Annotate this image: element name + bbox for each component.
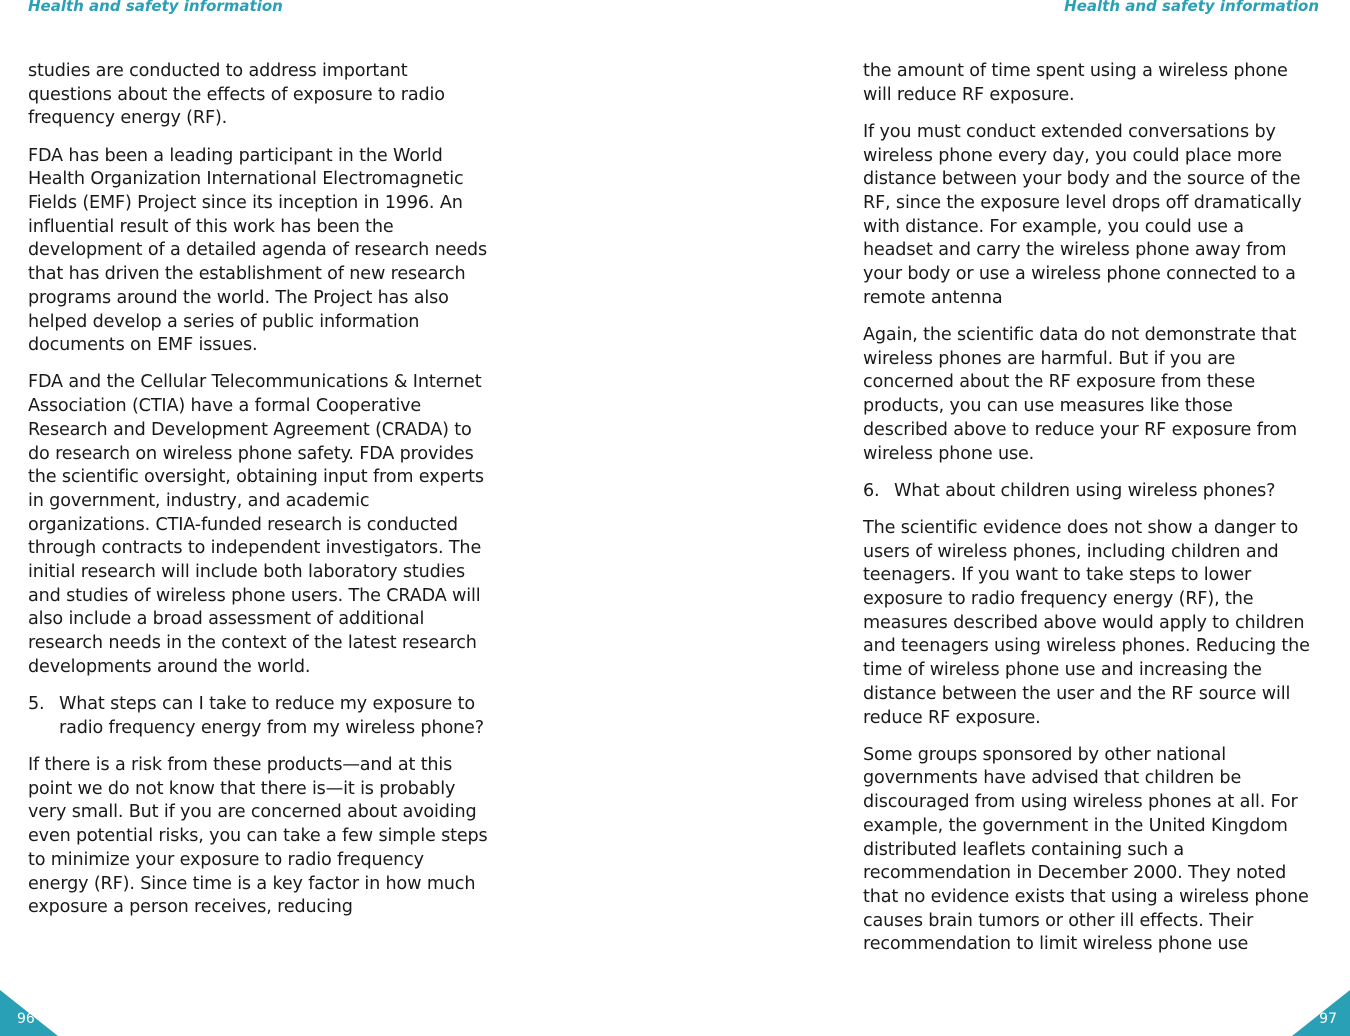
question-item: [863, 480, 1318, 504]
paragraph: FDA has been a leading participant in the World Health Organization International Electromagnetic Fields (EMF) Project since its inception in 1996. An influential result of this work has been the development of a detailed agenda of research needs that has driven the establishment of new research programs around the world. The Project has also helped develop a series of public information documents on EMF issues.: [28, 145, 487, 356]
question-text: What steps can I take to reduce my exposure to radio frequency energy from my wireless phone?: [59, 694, 484, 738]
paragraph: Some groups sponsored by other national governments have advised that children be discouraged from using wireless phones at all. For example, the government in the United Kingdom distributed leaflets containing such a recommendation in December 2000. They noted that no evidence exists that using a wireless phone causes brain tumors or other ill effects. Their recommendation to limit wireless phone use: [863, 744, 1309, 955]
paragraph: If you must conduct extended conversations by wireless phone every day, you could place more distance between your body and the source of the RF, since the exposure level drops off dramatically with distance. For example, you could use a headset and carry the wireless phone away from your body or use a wireless phone connected to a remote antenna: [863, 121, 1302, 308]
paragraph: studies are conducted to address important questions about the effects of exposure to radio frequency energy (RF).: [28, 61, 445, 129]
left-page-body: [28, 60, 488, 933]
question-text: What about children using wireless phones?: [894, 480, 1276, 501]
paragraph: Again, the scientific data do not demonstrate that wireless phones are harmful. But if you are concerned about the RF exposure from these products, you can use measures like those described above to reduce your RF exposure from wireless phone use.: [863, 325, 1298, 464]
question-number: 6.: [863, 480, 880, 501]
running-header-left: Health and safety information: [28, 0, 283, 15]
paragraph: The scientific evidence does not show a danger to users of wireless phones, including children and teenagers. If you want to take steps to lower exposure to radio frequency energy (RF), the measures described above would apply to children and teenagers using wireless phones. Reducing the time of wireless phone use and increasing the distance between the user and the RF source will reduce RF exposure.: [863, 517, 1310, 728]
paragraph: FDA and the Cellular Telecommunications & Internet Association (CTIA) have a formal Cooperative Research and Development Agreement (CRADA) to do research on wireless phone safety. FDA provides the scientific oversight, obtaining input from experts in government, industry, and academic organizations. CTIA-funded research is conducted through contracts to independent investigators. The initial research will include both laboratory studies and studies of wireless phone users. The CRADA will also include a broad assessment of additional research needs in the context of the latest research developments around the world.: [28, 372, 484, 677]
paragraph: If there is a risk from these products—and at this point we do not know that there is—it is probably very small. But if you are concerned about avoiding even potential risks, you can take a few simple steps to minimize your exposure to radio frequency energy (RF). Since time is a key factor in how much exposure a person receives, reducing: [28, 754, 488, 918]
paragraph: the amount of time spent using a wireless phone will reduce RF exposure.: [863, 61, 1288, 105]
page-number-right: 97: [1319, 1011, 1337, 1027]
running-header-right: Health and safety information: [1064, 0, 1319, 15]
question-item: [28, 693, 488, 740]
question-number: 5.: [28, 694, 45, 715]
page-number-left: 96: [17, 1011, 35, 1027]
right-page-body: [863, 60, 1318, 971]
